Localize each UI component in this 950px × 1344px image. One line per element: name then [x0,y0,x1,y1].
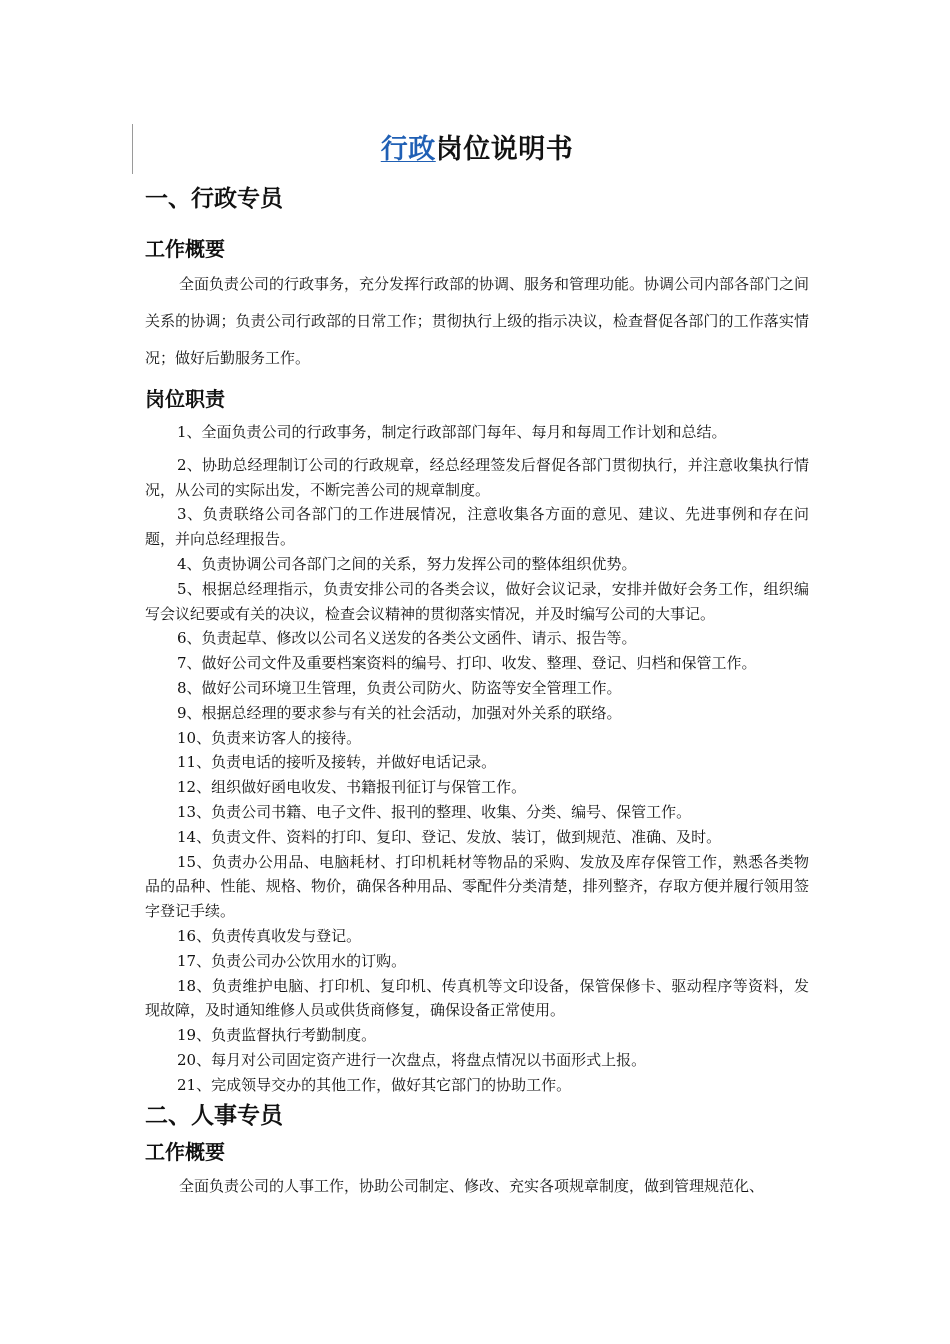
duty-item: 21、完成领导交办的其他工作，做好其它部门的协助工作。 [177,1075,572,1094]
section-administrative-specialist [145,181,809,1098]
overview-heading: 工作概要 [145,237,225,261]
overview-heading: 工作概要 [145,1139,225,1164]
document-page [145,128,809,1205]
duties-heading: 岗位职责 [145,387,225,411]
duty-item: 19、负责监督执行考勤制度。 [177,1026,377,1045]
duty-item: 9、根据总经理的要求参与有关的社会活动，加强对外关系的联络。 [177,703,622,722]
margin-marker [132,124,133,174]
duty-item: 13、负责公司书籍、电子文件、报刊的整理、收集、分类、编号、保管工作。 [177,802,692,821]
overview-paragraph: 全面负责公司的人事工作，协助公司制定、修改、充实各项规章制度，做到管理规范化、 [179,1176,765,1195]
duty-item: 4、负责协调公司各部门之间的关系，努力发挥公司的整体组织优势。 [177,554,637,573]
section-hr-specialist [145,1098,809,1205]
title-link[interactable]: 行政 [380,134,436,165]
duty-item: 17、负责公司办公饮用水的订购。 [177,951,407,970]
duty-item: 18、负责维护电脑、打印机、复印机、传真机等文印设备，保管保修卡、驱动程序等资料，发现故障，及时通知维修人员或供货商修复，确保设备正常使用。 [145,976,809,1020]
duty-item: 10、负责来访客人的接待。 [177,728,362,747]
duty-item: 7、做好公司文件及重要档案资料的编号、打印、收发、整理、登记、归档和保管工作。 [177,654,757,673]
duty-item: 5、根据总经理指示，负责安排公司的各类会议，做好会议记录，安排并做好会务工作，组织编写会议纪要或有关的决议，检查会议精神的贯彻落实情况，并及时编写公司的大事记。 [145,579,809,623]
duty-item: 15、负责办公用品、电脑耗材、打印机耗材等物品的采购、发放及库存保管工作，熟悉各类物品的品种、性能、规格、物价，确保各种用品、零配件分类清楚，排列整齐，存取方便并履行领用签字登记手续。 [145,852,809,921]
overview-paragraph: 全面负责公司的行政事务，充分发挥行政部的协调、服务和管理功能。协调公司内部各部门之间关系的协调；负责公司行政部的日常工作；贯彻执行上级的指示决议，检查督促各部门的工作落实情况；做好后勤服务工作。 [145,275,810,367]
title-text: 岗位说明书 [435,134,574,165]
duty-item: 1、全面负责公司的行政事务，制定行政部部门每年、每月和每周工作计划和总结。 [177,423,727,441]
duty-item: 16、负责传真收发与登记。 [177,926,362,945]
section-heading: 一、行政专员 [145,186,283,212]
duty-item: 11、负责电话的接听及接转，并做好电话记录。 [177,753,497,772]
duty-item: 3、负责联络公司各部门的工作进展情况，注意收集各方面的意见、建议、先进事例和存在问题，并向总经理报告。 [145,505,809,549]
duties-list [145,420,809,1098]
duty-item: 6、负责起草、修改以公司名义送发的各类公文函件、请示、报告等。 [177,629,637,648]
document-title [145,128,809,172]
duty-item: 20、每月对公司固定资产进行一次盘点，将盘点情况以书面形式上报。 [177,1050,647,1069]
duty-item: 14、负责文件、资料的打印、复印、登记、发放、装订，做到规范、准确、及时。 [177,827,722,846]
duty-item: 2、协助总经理制订公司的行政规章，经总经理签发后督促各部门贯彻执行，并注意收集执行情况，从公司的实际出发，不断完善公司的规章制度。 [145,455,809,499]
section-heading: 二、人事专员 [145,1102,283,1129]
duty-item: 8、做好公司环境卫生管理，负责公司防火、防盗等安全管理工作。 [177,678,622,697]
duty-item: 12、组织做好函电收发、书籍报刊征订与保管工作。 [177,778,527,797]
